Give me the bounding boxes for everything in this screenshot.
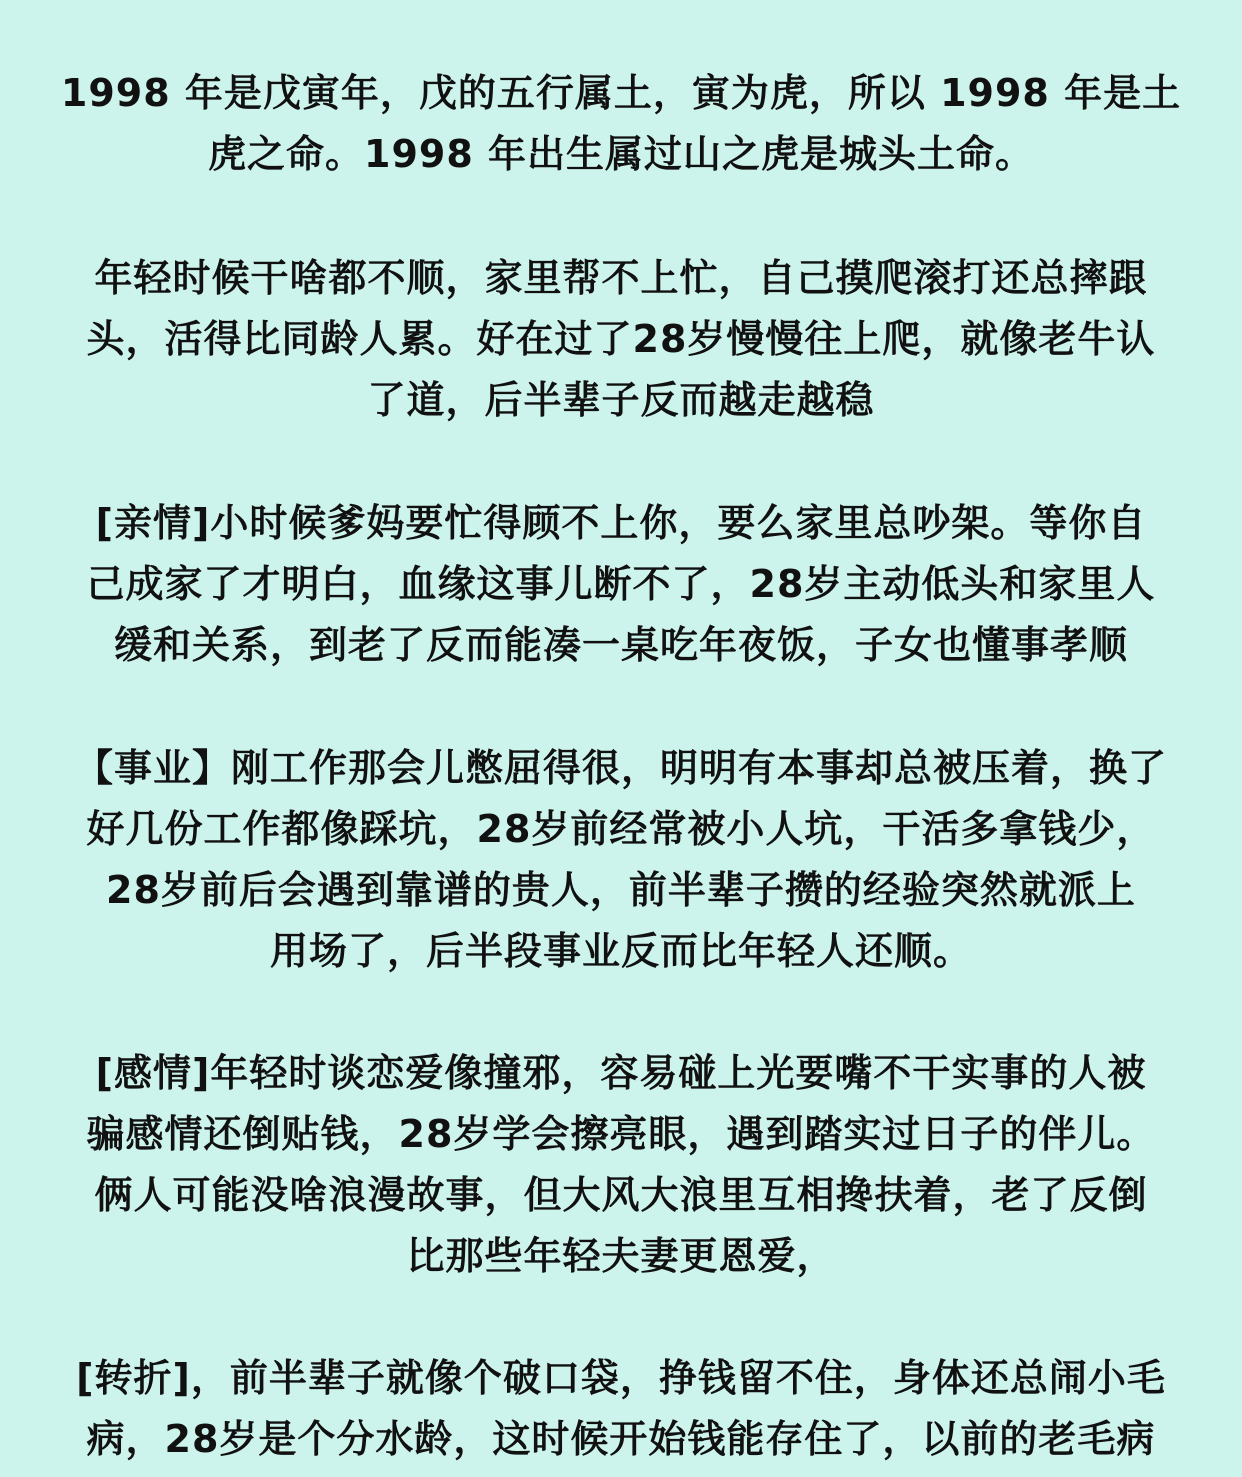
text-line: [感情]年轻时谈恋爱像撞邪，容易碰上光要嘴不干实事的人被 (95, 1051, 1147, 1095)
text-line: 年轻时候干啥都不顺，家里帮不上忙，自己摸爬滚打还总摔跟 (94, 256, 1148, 300)
text-line: 【事业】刚工作那会儿憋屈得很，明明有本事却总被压着，换了 (74, 746, 1167, 790)
text-line: [亲情]小时候爹妈要忙得顾不上你，要么家里总吵架。等你自 (95, 501, 1147, 545)
paragraph-family (30, 493, 1212, 676)
text-line: [转折]，前半辈子就像个破口袋，挣钱留不住，身体还总闹小毛 (76, 1356, 1166, 1400)
text-line: 比那些年轻夫妻更恩爱， (406, 1234, 836, 1278)
text-line: 好几份工作都像踩坑，28岁前经常被小人坑，干活多拿钱少， (86, 807, 1156, 851)
bottom-fade (0, 1467, 1242, 1477)
text-line: 骗感情还倒贴钱，28岁学会擦亮眼，遇到踏实过日子的伴儿。 (86, 1112, 1156, 1156)
text-line: 了道，后半辈子反而越走越稳 (367, 378, 875, 422)
text-line: 1998 年是戊寅年，戊的五行属土，寅为虎，所以 1998 年是土 (60, 71, 1182, 115)
paragraph-love (30, 1043, 1212, 1287)
paragraph-turning-point (30, 1348, 1212, 1470)
paragraph-career (30, 738, 1212, 982)
text-line: 虎之命。1998 年出生属过山之虎是城头土命。 (208, 132, 1034, 176)
text-line: 用场了，后半段事业反而比年轻人还顺。 (269, 929, 972, 973)
paragraph-intro (30, 63, 1212, 185)
text-line: 病，28岁是个分水龄，这时候开始钱能存住了，以前的老毛病 (86, 1417, 1156, 1461)
paragraph-overview (30, 248, 1212, 431)
text-line: 俩人可能没啥浪漫故事，但大风大浪里互相搀扶着，老了反倒 (94, 1173, 1148, 1217)
text-line: 缓和关系，到老了反而能凑一桌吃年夜饭，子女也懂事孝顺 (113, 623, 1128, 667)
text-line: 28岁前后会遇到靠谱的贵人，前半辈子攒的经验突然就派上 (106, 868, 1136, 912)
text-line: 头，活得比同龄人累。好在过了28岁慢慢往上爬，就像老牛认 (86, 317, 1156, 361)
text-line: 己成家了才明白，血缘这事儿断不了，28岁主动低头和家里人 (86, 562, 1156, 606)
